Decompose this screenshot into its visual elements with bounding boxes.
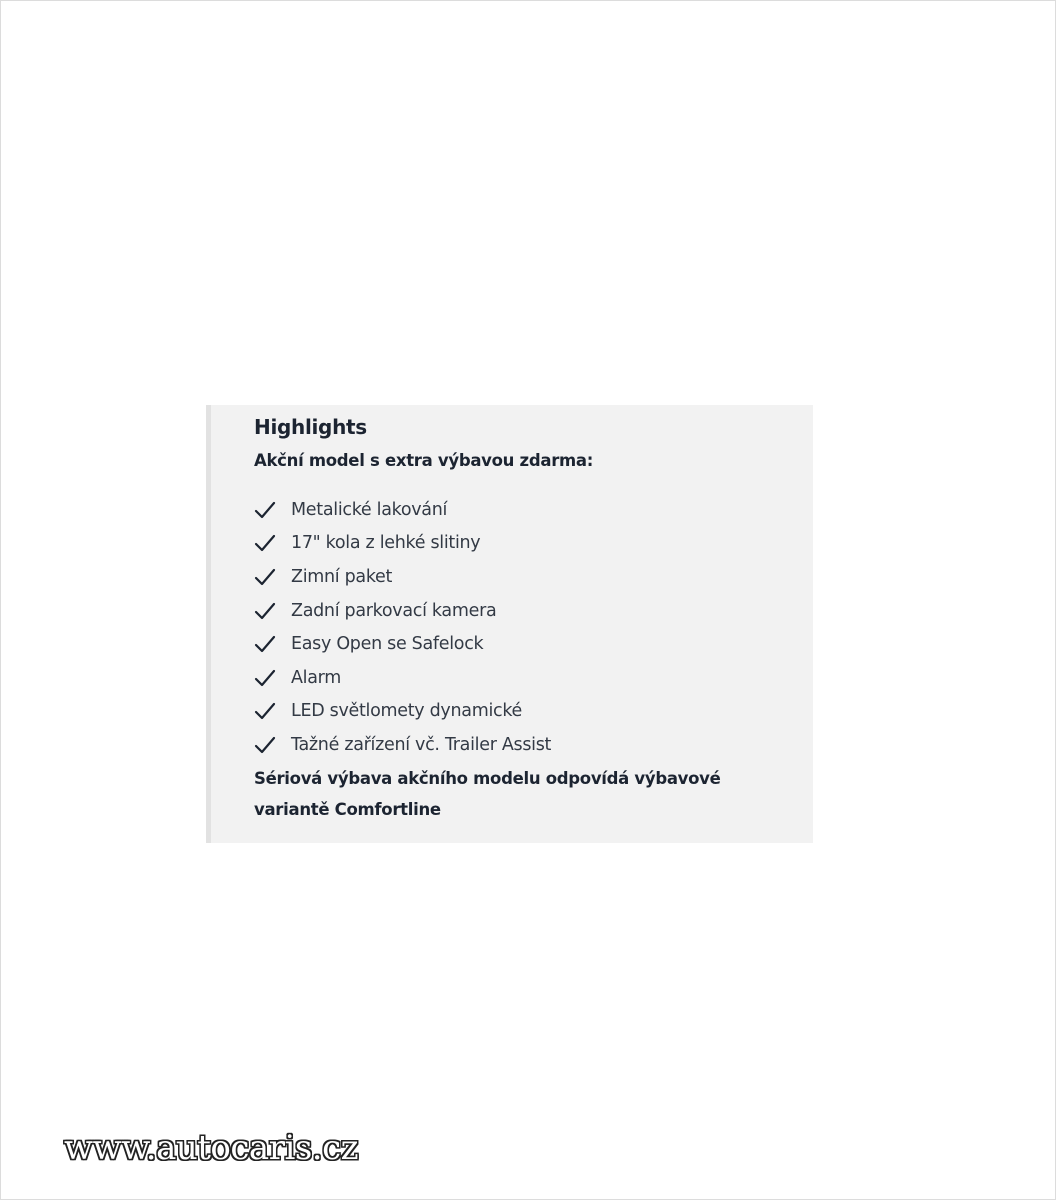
panel-accent-bar <box>206 405 211 843</box>
feature-item <box>254 661 551 695</box>
feature-label: Alarm <box>291 667 341 688</box>
check-icon <box>254 735 276 755</box>
watermark-text: www.autocaris.cz <box>64 1128 359 1168</box>
panel-title: Highlights <box>254 415 367 439</box>
feature-label: Metalické lakování <box>291 499 448 520</box>
feature-item <box>254 627 551 661</box>
feature-item <box>254 560 551 594</box>
feature-item <box>254 493 551 527</box>
feature-label: Zadní parkovací kamera <box>291 600 497 621</box>
highlights-panel <box>206 405 813 843</box>
check-icon <box>254 634 276 654</box>
check-icon <box>254 601 276 621</box>
check-icon <box>254 500 276 520</box>
feature-list <box>254 493 551 762</box>
feature-item <box>254 594 551 628</box>
check-icon <box>254 668 276 688</box>
feature-item <box>254 728 551 762</box>
feature-label: 17" kola z lehké slitiny <box>291 533 481 554</box>
check-icon <box>254 567 276 587</box>
panel-subtitle: Akční model s extra výbavou zdarma: <box>254 451 594 470</box>
feature-label: Zimní paket <box>291 566 393 587</box>
feature-label: Easy Open se Safelock <box>291 634 484 655</box>
check-icon <box>254 701 276 721</box>
feature-label: LED světlomety dynamické <box>291 701 522 722</box>
feature-item <box>254 695 551 729</box>
feature-label: Tažné zařízení vč. Trailer Assist <box>291 734 552 755</box>
equipment-note: Sériová výbava akčního modelu odpovídá výbavové variantě Comfortline <box>254 769 721 819</box>
check-icon <box>254 533 276 553</box>
feature-item <box>254 527 551 561</box>
